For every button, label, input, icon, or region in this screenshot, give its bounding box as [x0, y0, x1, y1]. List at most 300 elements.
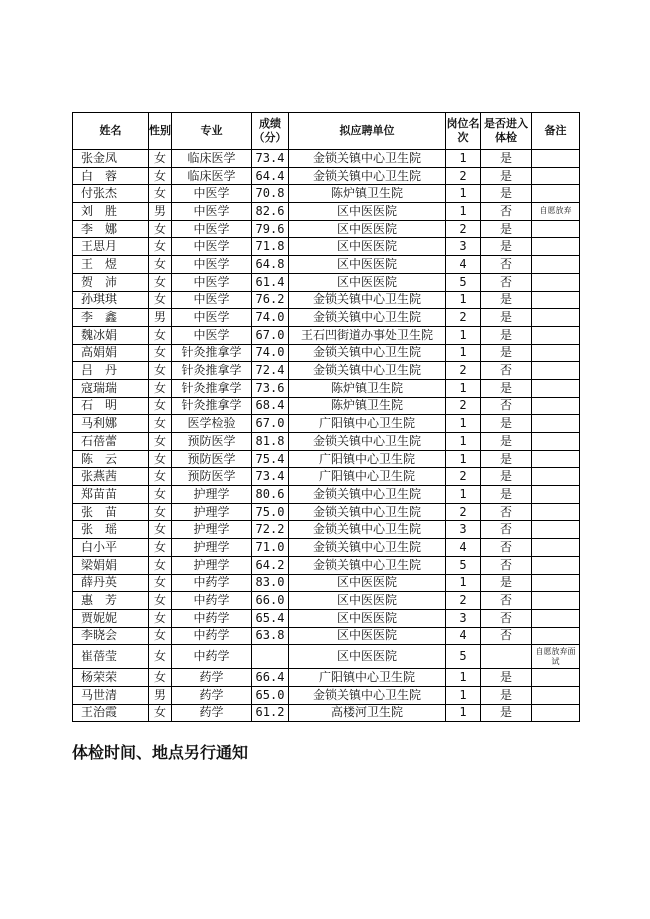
- cell-rank: 3: [446, 238, 481, 256]
- cell-exam: [481, 645, 532, 669]
- cell-gender: 女: [149, 238, 172, 256]
- cell-gender: 女: [149, 185, 172, 203]
- cell-note: [532, 503, 580, 521]
- cell-note: [532, 167, 580, 185]
- results-table: [72, 112, 580, 722]
- cell-score: 73.4: [252, 468, 289, 486]
- cell-unit: 金锁关镇中心卫生院: [289, 167, 446, 185]
- header-note: 备注: [532, 113, 580, 150]
- cell-major: 护理学: [172, 556, 252, 574]
- cell-score: 66.4: [252, 669, 289, 687]
- table-row: [73, 627, 580, 645]
- cell-exam: 否: [481, 503, 532, 521]
- table-row: [73, 433, 580, 451]
- cell-exam: 是: [481, 326, 532, 344]
- cell-gender: 女: [149, 609, 172, 627]
- cell-score: 81.8: [252, 433, 289, 451]
- cell-exam: 否: [481, 521, 532, 539]
- table-row: [73, 362, 580, 380]
- cell-unit: 广阳镇中心卫生院: [289, 415, 446, 433]
- cell-major: 预防医学: [172, 468, 252, 486]
- cell-exam: 是: [481, 686, 532, 704]
- cell-note: [532, 291, 580, 309]
- cell-name: 杨荣荣: [73, 669, 149, 687]
- table-header-row: [73, 113, 580, 150]
- table-row: [73, 344, 580, 362]
- cell-name: 付张杰: [73, 185, 149, 203]
- cell-exam: 是: [481, 167, 532, 185]
- cell-name: 马世清: [73, 686, 149, 704]
- cell-score: 65.0: [252, 686, 289, 704]
- cell-unit: 区中医医院: [289, 203, 446, 221]
- cell-name: 惠 芳: [73, 592, 149, 610]
- cell-gender: 女: [149, 704, 172, 722]
- cell-unit: 广阳镇中心卫生院: [289, 669, 446, 687]
- cell-score: 64.8: [252, 256, 289, 274]
- table-row: [73, 704, 580, 722]
- cell-major: 中药学: [172, 645, 252, 669]
- cell-note: [532, 326, 580, 344]
- cell-exam: 是: [481, 185, 532, 203]
- cell-note: [532, 669, 580, 687]
- cell-exam: 是: [481, 468, 532, 486]
- cell-name: 张 苗: [73, 503, 149, 521]
- cell-unit: 金锁关镇中心卫生院: [289, 539, 446, 557]
- cell-name: 张金凤: [73, 150, 149, 168]
- cell-note: [532, 433, 580, 451]
- table-row: [73, 645, 580, 669]
- cell-unit: 区中医医院: [289, 238, 446, 256]
- cell-exam: 否: [481, 539, 532, 557]
- header-name: 姓名: [73, 113, 149, 150]
- cell-score: 61.2: [252, 704, 289, 722]
- table-row: [73, 450, 580, 468]
- cell-gender: 男: [149, 309, 172, 327]
- cell-rank: 3: [446, 609, 481, 627]
- table-row: [73, 468, 580, 486]
- cell-unit: 金锁关镇中心卫生院: [289, 362, 446, 380]
- cell-gender: 女: [149, 592, 172, 610]
- cell-rank: 5: [446, 273, 481, 291]
- cell-gender: 女: [149, 503, 172, 521]
- table-row: [73, 686, 580, 704]
- cell-exam: 否: [481, 592, 532, 610]
- cell-score: 71.8: [252, 238, 289, 256]
- cell-name: 郑苗苗: [73, 486, 149, 504]
- cell-rank: 1: [446, 150, 481, 168]
- cell-gender: 女: [149, 362, 172, 380]
- cell-note: [532, 397, 580, 415]
- cell-name: 孙琪琪: [73, 291, 149, 309]
- cell-unit: 金锁关镇中心卫生院: [289, 344, 446, 362]
- cell-name: 寇瑞瑞: [73, 379, 149, 397]
- cell-score: 72.4: [252, 362, 289, 380]
- cell-score: 83.0: [252, 574, 289, 592]
- cell-gender: 女: [149, 486, 172, 504]
- cell-note: [532, 574, 580, 592]
- cell-rank: 4: [446, 256, 481, 274]
- cell-rank: 1: [446, 415, 481, 433]
- table-row: [73, 238, 580, 256]
- notice-text: 体检时间、地点另行通知: [72, 743, 249, 762]
- table-row: [73, 609, 580, 627]
- cell-score: 71.0: [252, 539, 289, 557]
- cell-name: 陈 云: [73, 450, 149, 468]
- cell-score: 66.0: [252, 592, 289, 610]
- cell-name: 魏冰娟: [73, 326, 149, 344]
- cell-exam: 是: [481, 574, 532, 592]
- cell-unit: 陈炉镇卫生院: [289, 379, 446, 397]
- cell-name: 白小平: [73, 539, 149, 557]
- cell-rank: 2: [446, 362, 481, 380]
- table-row: [73, 503, 580, 521]
- cell-note: [532, 592, 580, 610]
- cell-note: 自愿放弃: [532, 203, 580, 221]
- cell-rank: 1: [446, 450, 481, 468]
- cell-unit: 金锁关镇中心卫生院: [289, 150, 446, 168]
- cell-note: [532, 468, 580, 486]
- cell-note: [532, 344, 580, 362]
- header-exam: 是否进入体检: [481, 113, 532, 150]
- cell-rank: 2: [446, 468, 481, 486]
- cell-score: 74.0: [252, 344, 289, 362]
- cell-major: 中药学: [172, 574, 252, 592]
- cell-rank: 1: [446, 326, 481, 344]
- cell-note: [532, 686, 580, 704]
- cell-unit: 广阳镇中心卫生院: [289, 450, 446, 468]
- cell-score: 64.4: [252, 167, 289, 185]
- table-row: [73, 167, 580, 185]
- table-row: [73, 379, 580, 397]
- cell-unit: 区中医医院: [289, 220, 446, 238]
- cell-rank: 1: [446, 433, 481, 451]
- cell-exam: 是: [481, 433, 532, 451]
- cell-unit: 金锁关镇中心卫生院: [289, 309, 446, 327]
- cell-unit: 广阳镇中心卫生院: [289, 468, 446, 486]
- cell-score: 67.0: [252, 415, 289, 433]
- cell-major: 中医学: [172, 203, 252, 221]
- cell-unit: 陈炉镇卫生院: [289, 185, 446, 203]
- cell-unit: 区中医医院: [289, 592, 446, 610]
- cell-major: 针灸推拿学: [172, 344, 252, 362]
- table-row: [73, 592, 580, 610]
- cell-rank: 2: [446, 220, 481, 238]
- table-row: [73, 669, 580, 687]
- cell-gender: 女: [149, 397, 172, 415]
- header-major: 专业: [172, 113, 252, 150]
- table-row: [73, 326, 580, 344]
- cell-rank: 2: [446, 592, 481, 610]
- cell-rank: 5: [446, 645, 481, 669]
- cell-rank: 1: [446, 574, 481, 592]
- cell-unit: 区中医医院: [289, 645, 446, 669]
- cell-exam: 否: [481, 556, 532, 574]
- cell-major: 临床医学: [172, 167, 252, 185]
- table-row: [73, 415, 580, 433]
- cell-major: 中医学: [172, 326, 252, 344]
- cell-rank: 2: [446, 397, 481, 415]
- cell-score: 75.4: [252, 450, 289, 468]
- cell-major: 针灸推拿学: [172, 362, 252, 380]
- cell-score: 80.6: [252, 486, 289, 504]
- cell-major: 中药学: [172, 592, 252, 610]
- cell-name: 薛丹英: [73, 574, 149, 592]
- cell-major: 医学检验: [172, 415, 252, 433]
- cell-unit: 区中医医院: [289, 627, 446, 645]
- cell-rank: 2: [446, 167, 481, 185]
- cell-gender: 女: [149, 627, 172, 645]
- cell-exam: 是: [481, 415, 532, 433]
- cell-major: 护理学: [172, 539, 252, 557]
- table-row: [73, 574, 580, 592]
- header-gender: 性别: [149, 113, 172, 150]
- cell-major: 针灸推拿学: [172, 379, 252, 397]
- cell-note: [532, 309, 580, 327]
- cell-gender: 女: [149, 150, 172, 168]
- cell-note: [532, 556, 580, 574]
- cell-rank: 2: [446, 503, 481, 521]
- cell-score: 73.4: [252, 150, 289, 168]
- cell-exam: 否: [481, 397, 532, 415]
- cell-major: 临床医学: [172, 150, 252, 168]
- cell-exam: 是: [481, 450, 532, 468]
- cell-exam: 否: [481, 203, 532, 221]
- cell-note: [532, 150, 580, 168]
- cell-gender: 女: [149, 574, 172, 592]
- cell-score: 67.0: [252, 326, 289, 344]
- cell-gender: 女: [149, 167, 172, 185]
- cell-gender: 女: [149, 433, 172, 451]
- cell-rank: 1: [446, 344, 481, 362]
- cell-major: 中药学: [172, 609, 252, 627]
- cell-major: 中药学: [172, 627, 252, 645]
- cell-major: 药学: [172, 669, 252, 687]
- cell-exam: 是: [481, 291, 532, 309]
- cell-note: [532, 415, 580, 433]
- cell-name: 贾妮妮: [73, 609, 149, 627]
- cell-rank: 1: [446, 291, 481, 309]
- cell-exam: 是: [481, 669, 532, 687]
- cell-name: 李 娜: [73, 220, 149, 238]
- cell-unit: 区中医医院: [289, 574, 446, 592]
- cell-major: 中医学: [172, 309, 252, 327]
- cell-name: 张 瑶: [73, 521, 149, 539]
- cell-note: [532, 704, 580, 722]
- cell-note: [532, 627, 580, 645]
- cell-unit: 区中医医院: [289, 273, 446, 291]
- table-row: [73, 486, 580, 504]
- cell-rank: 1: [446, 379, 481, 397]
- cell-note: [532, 273, 580, 291]
- table-row: [73, 556, 580, 574]
- table-row: [73, 220, 580, 238]
- cell-major: 中医学: [172, 238, 252, 256]
- cell-rank: 3: [446, 521, 481, 539]
- cell-note: [532, 486, 580, 504]
- cell-note: [532, 609, 580, 627]
- cell-name: 王思月: [73, 238, 149, 256]
- cell-name: 李 鑫: [73, 309, 149, 327]
- cell-gender: 女: [149, 291, 172, 309]
- cell-name: 高娟娟: [73, 344, 149, 362]
- cell-score: 72.2: [252, 521, 289, 539]
- cell-score: 75.0: [252, 503, 289, 521]
- cell-unit: 区中医医院: [289, 256, 446, 274]
- cell-note: [532, 256, 580, 274]
- cell-exam: 是: [481, 379, 532, 397]
- cell-note: [532, 521, 580, 539]
- cell-unit: 陈炉镇卫生院: [289, 397, 446, 415]
- cell-rank: 1: [446, 686, 481, 704]
- cell-rank: 1: [446, 185, 481, 203]
- cell-rank: 1: [446, 704, 481, 722]
- cell-unit: 金锁关镇中心卫生院: [289, 486, 446, 504]
- cell-score: 63.8: [252, 627, 289, 645]
- cell-rank: 4: [446, 539, 481, 557]
- cell-unit: 金锁关镇中心卫生院: [289, 686, 446, 704]
- table-row: [73, 185, 580, 203]
- cell-major: 中医学: [172, 256, 252, 274]
- cell-major: 护理学: [172, 486, 252, 504]
- cell-note: [532, 220, 580, 238]
- cell-major: 药学: [172, 704, 252, 722]
- header-score: 成绩（分）: [252, 113, 289, 150]
- cell-score: 68.4: [252, 397, 289, 415]
- cell-major: 护理学: [172, 503, 252, 521]
- cell-name: 石蓓蕾: [73, 433, 149, 451]
- cell-rank: 2: [446, 309, 481, 327]
- cell-exam: 是: [481, 309, 532, 327]
- cell-score: 74.0: [252, 309, 289, 327]
- cell-major: 针灸推拿学: [172, 397, 252, 415]
- cell-gender: 女: [149, 220, 172, 238]
- cell-major: 中医学: [172, 185, 252, 203]
- cell-note: 自愿放弃面试: [532, 645, 580, 669]
- cell-exam: 是: [481, 704, 532, 722]
- cell-exam: 否: [481, 273, 532, 291]
- cell-name: 王治霞: [73, 704, 149, 722]
- cell-unit: 金锁关镇中心卫生院: [289, 556, 446, 574]
- header-rank: 岗位名次: [446, 113, 481, 150]
- table-body: [73, 150, 580, 722]
- cell-name: 刘 胜: [73, 203, 149, 221]
- table-row: [73, 256, 580, 274]
- cell-name: 梁娟娟: [73, 556, 149, 574]
- cell-exam: 是: [481, 220, 532, 238]
- cell-gender: 女: [149, 645, 172, 669]
- cell-score: 76.2: [252, 291, 289, 309]
- cell-score: 61.4: [252, 273, 289, 291]
- cell-exam: 否: [481, 627, 532, 645]
- cell-exam: 是: [481, 344, 532, 362]
- cell-rank: 1: [446, 669, 481, 687]
- cell-gender: 女: [149, 556, 172, 574]
- cell-gender: 女: [149, 415, 172, 433]
- cell-name: 张燕茜: [73, 468, 149, 486]
- cell-gender: 女: [149, 379, 172, 397]
- table-row: [73, 150, 580, 168]
- cell-unit: 金锁关镇中心卫生院: [289, 433, 446, 451]
- cell-gender: 女: [149, 273, 172, 291]
- cell-note: [532, 362, 580, 380]
- cell-unit: 金锁关镇中心卫生院: [289, 291, 446, 309]
- cell-gender: 女: [149, 539, 172, 557]
- cell-score: 70.8: [252, 185, 289, 203]
- table-row: [73, 203, 580, 221]
- cell-note: [532, 539, 580, 557]
- cell-exam: 否: [481, 609, 532, 627]
- cell-rank: 1: [446, 486, 481, 504]
- cell-gender: 女: [149, 468, 172, 486]
- cell-note: [532, 238, 580, 256]
- cell-score: 64.2: [252, 556, 289, 574]
- cell-gender: 女: [149, 521, 172, 539]
- cell-major: 预防医学: [172, 450, 252, 468]
- cell-score: 65.4: [252, 609, 289, 627]
- cell-major: 中医学: [172, 291, 252, 309]
- cell-name: 李晓会: [73, 627, 149, 645]
- cell-unit: 高楼河卫生院: [289, 704, 446, 722]
- cell-exam: 是: [481, 238, 532, 256]
- cell-rank: 1: [446, 203, 481, 221]
- cell-major: 药学: [172, 686, 252, 704]
- cell-exam: 否: [481, 362, 532, 380]
- cell-score: 73.6: [252, 379, 289, 397]
- cell-exam: 是: [481, 150, 532, 168]
- cell-major: 护理学: [172, 521, 252, 539]
- cell-gender: 女: [149, 450, 172, 468]
- cell-gender: 女: [149, 256, 172, 274]
- cell-gender: 男: [149, 203, 172, 221]
- cell-name: 马利娜: [73, 415, 149, 433]
- header-unit: 拟应聘单位: [289, 113, 446, 150]
- cell-note: [532, 379, 580, 397]
- cell-score: 82.6: [252, 203, 289, 221]
- table-row: [73, 273, 580, 291]
- cell-unit: 区中医医院: [289, 609, 446, 627]
- cell-name: 贺 沛: [73, 273, 149, 291]
- cell-major: 中医学: [172, 220, 252, 238]
- cell-unit: 王石凹街道办事处卫生院: [289, 326, 446, 344]
- table-row: [73, 521, 580, 539]
- cell-rank: 4: [446, 627, 481, 645]
- cell-note: [532, 185, 580, 203]
- cell-gender: 男: [149, 686, 172, 704]
- cell-major: 预防医学: [172, 433, 252, 451]
- cell-gender: 女: [149, 326, 172, 344]
- cell-name: 王 煜: [73, 256, 149, 274]
- cell-exam: 是: [481, 486, 532, 504]
- cell-unit: 金锁关镇中心卫生院: [289, 521, 446, 539]
- cell-note: [532, 450, 580, 468]
- table-row: [73, 397, 580, 415]
- table-row: [73, 291, 580, 309]
- cell-score: 79.6: [252, 220, 289, 238]
- cell-name: 崔蓓莹: [73, 645, 149, 669]
- cell-name: 吕 丹: [73, 362, 149, 380]
- table-row: [73, 309, 580, 327]
- cell-gender: 女: [149, 344, 172, 362]
- cell-rank: 5: [446, 556, 481, 574]
- cell-gender: 女: [149, 669, 172, 687]
- cell-name: 石 明: [73, 397, 149, 415]
- cell-score: [252, 645, 289, 669]
- cell-major: 中医学: [172, 273, 252, 291]
- cell-unit: 金锁关镇中心卫生院: [289, 503, 446, 521]
- table-row: [73, 539, 580, 557]
- cell-name: 白 蓉: [73, 167, 149, 185]
- cell-exam: 否: [481, 256, 532, 274]
